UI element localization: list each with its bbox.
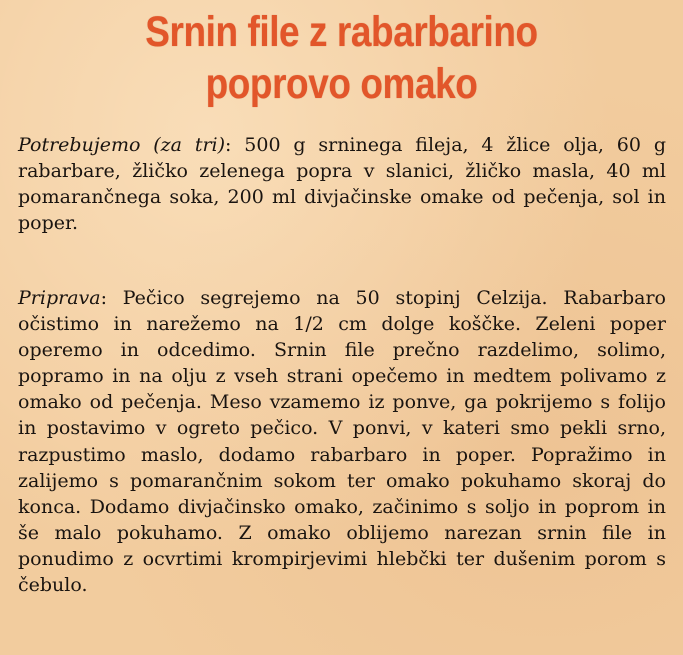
preparation-paragraph (18, 285, 666, 598)
preparation-text: : Pečico segrejemo na 50 stopinj Celzija. Rabarbaro očistimo in narežemo na 1/2 cm dolge koščke. Zeleni poper operemo in odcedimo. Srnin file prečno razdelimo, solimo, popramo in na olju z vseh strani opečemo in medtem polivamo z omako od pečenja. Meso vzamemo iz ponve, ga pokrijemo s folijo in postavimo v ogreto pečico. V ponvi, v kateri smo pekli srno, razpustimo maslo, dodamo rabarbaro in poper. Popražimo in zalijemo s pomarančnim sokom ter omako pokuhamo skoraj do konca. Dodamo divjačinsko omako, začinimo s soljo in poprom in še malo pokuhamo. Z omako oblijemo narezan srnin file in ponudimo z ocvrtimi krompirjevimi hlebčki ter dušenim porom s čebulo. (18, 287, 666, 597)
ingredients-label: Potrebujemo (za tri) (18, 134, 226, 156)
ingredients-text: : 500 g srninega fileja, 4 žlice olja, 60 g rabarbare, žličko zelenega popra v slanici, žličko masla, 40 ml pomarančnega soka, 200 ml divjačinske omake od pečenja, sol in poper. (18, 134, 666, 235)
preparation-label: Priprava (18, 287, 101, 309)
title-line-1: Srnin file z rabarbarino (145, 8, 538, 56)
title-line-2: poprovo omako (205, 60, 478, 108)
recipe-title (48, 6, 635, 110)
ingredients-paragraph (18, 132, 666, 236)
